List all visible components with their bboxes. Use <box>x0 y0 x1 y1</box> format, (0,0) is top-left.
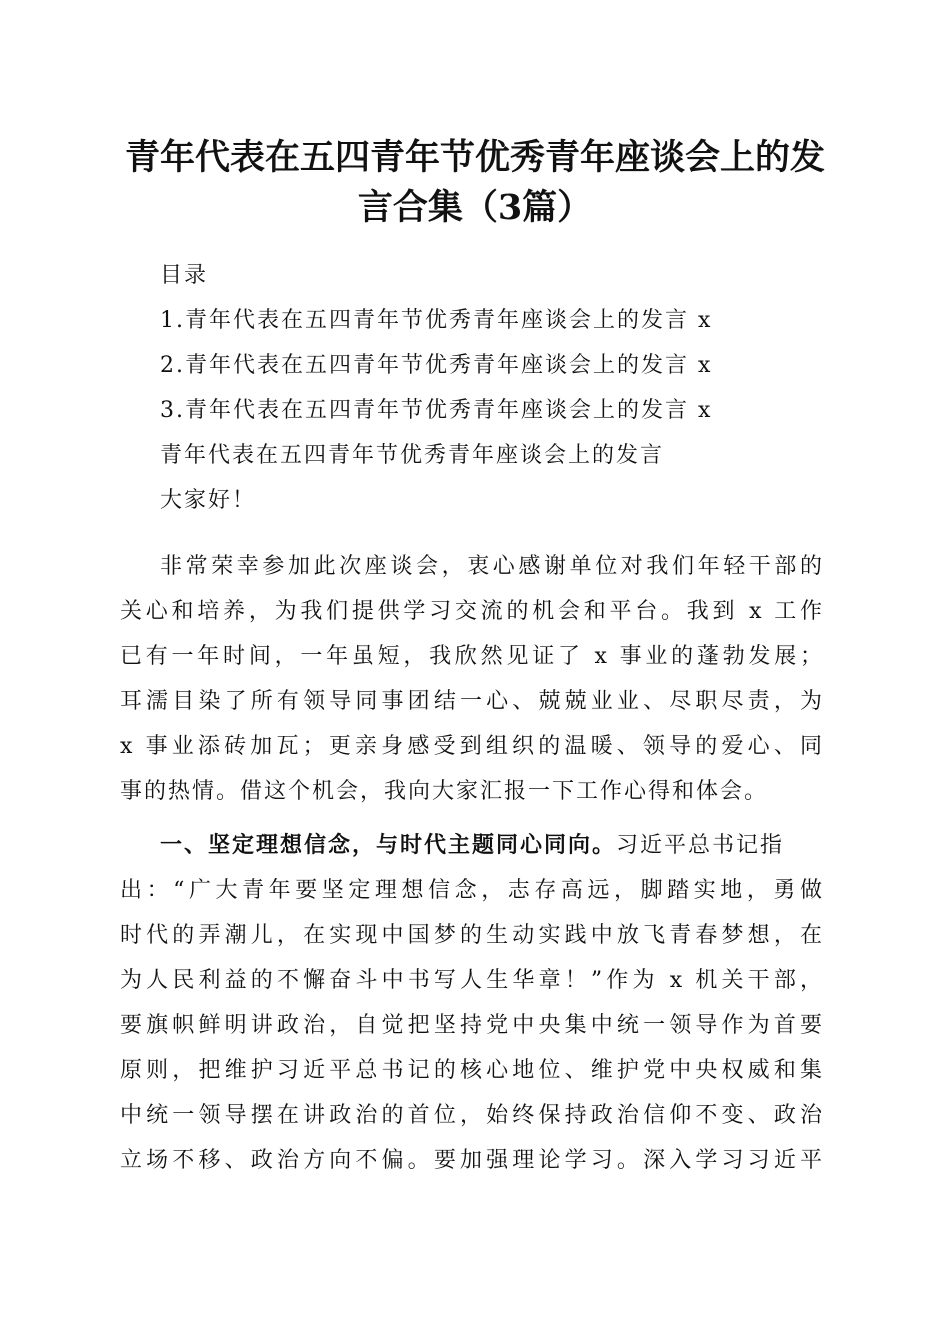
intro-paragraph <box>120 544 824 814</box>
speech-title: 青年代表在五四青年节优秀青年座谈会上的发言 <box>160 443 665 468</box>
document-title <box>110 133 840 233</box>
table-of-contents <box>120 253 824 523</box>
intro-line-2: 关心和培养，为我们提供学习交流的机会和平台。我到 x 工作 <box>120 599 824 624</box>
section-1-line-2: 出：“广大青年要坚定理想信念，志存高远，脚踏实地，勇做 <box>120 878 824 903</box>
section-1-line-6: 原则，把维护习近平总书记的核心地位、维护党中央权威和集 <box>120 1058 824 1083</box>
section-1-paragraph <box>120 823 824 1183</box>
section-1-line-5: 要旗帜鲜明讲政治，自觉把坚持党中央集中统一领导作为首要 <box>120 1013 824 1038</box>
section-1-line-8: 立场不移、政治方向不偏。要加强理论学习。深入学习习近平 <box>120 1148 824 1173</box>
section-1-first-line-rest: 习近平总书记指 <box>616 833 785 858</box>
toc-item-2: 2.青年代表在五四青年节优秀青年座谈会上的发言 x <box>160 353 713 378</box>
intro-line-4: 耳濡目染了所有领导同事团结一心、兢兢业业、尽职尽责，为 <box>120 689 824 714</box>
section-1-line-7: 中统一领导摆在讲政治的首位，始终保持政治信仰不变、政治 <box>120 1103 824 1128</box>
intro-line-1: 非常荣幸参加此次座谈会，衷心感谢单位对我们年轻干部的 <box>160 554 824 579</box>
toc-item-1: 1.青年代表在五四青年节优秀青年座谈会上的发言 x <box>160 308 713 333</box>
greeting: 大家好！ <box>160 488 257 513</box>
intro-line-3: 已有一年时间，一年虽短，我欣然见证了 x 事业的蓬勃发展； <box>120 644 824 669</box>
section-1-line-4: 为人民利益的不懈奋斗中书写人生华章！”作为 x 机关干部， <box>120 968 824 993</box>
intro-line-5: x 事业添砖加瓦；更亲身感受到组织的温暖、领导的爱心、同 <box>120 734 824 759</box>
toc-heading: 目录 <box>160 263 209 288</box>
intro-line-6: 事的热情。借这个机会，我向大家汇报一下工作心得和体会。 <box>120 779 769 804</box>
section-1-first-line <box>120 823 824 868</box>
section-1-heading: 一、坚定理想信念，与时代主题同心同向。 <box>160 833 617 858</box>
section-1-line-3: 时代的弄潮儿，在实现中国梦的生动实践中放飞青春梦想，在 <box>120 923 824 948</box>
toc-item-3: 3.青年代表在五四青年节优秀青年座谈会上的发言 x <box>160 398 713 423</box>
title-line-1: 青年代表在五四青年节优秀青年座谈会上的发 <box>124 137 825 178</box>
title-line-2: 言合集（3篇） <box>357 187 593 228</box>
